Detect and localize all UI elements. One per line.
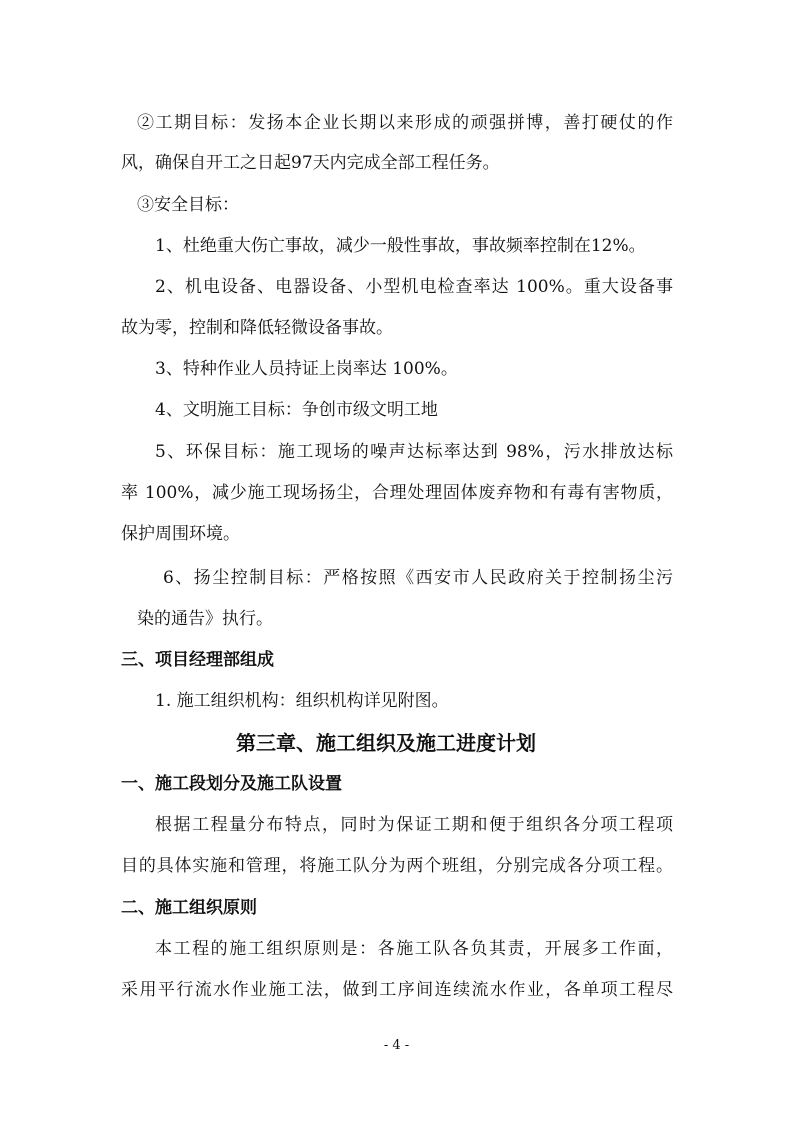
safety-item-6-line-1: 6、扬尘控制目标：严格按照《西安市人民政府关于控制扬尘污 [163,568,673,588]
section-heading-1: 一、施工段划分及施工队设置 [121,774,342,794]
safety-item-5-line-3: 保护周围环境。 [121,524,240,544]
safety-item-4: 4、文明施工目标：争创市级文明工地 [155,400,438,420]
paragraph-principle-line-1: 本工程的施工组织原则是：各施工队各负其责，开展多工作面， [155,939,673,959]
safety-item-1: 1、杜绝重大伤亡事故，减少一般性事故，事故频率控制在12%。 [155,236,646,256]
paragraph-schedule-goal-line-1: ②工期目标：发扬本企业长期以来形成的顽强拼博，善打硬仗的作 [137,113,673,133]
paragraph-schedule-goal-line-2: 风，确保自开工之日起97天内完成全部工程任务。 [121,153,500,173]
safety-item-5-line-1: 5、环保目标：施工现场的噪声达标率达到 98%，污水排放达标 [155,442,673,462]
paragraph-division-line-1: 根据工程量分布特点，同时为保证工期和便于组织各分项工程项 [155,815,673,835]
safety-item-6-line-2: 染的通告》执行。 [137,609,273,629]
org-structure-item: 1. 施工组织机构：组织机构详见附图。 [155,691,449,711]
safety-item-2-line-2: 故为零，控制和降低轻微设备事故。 [121,318,393,338]
section-heading-3: 三、项目经理部组成 [121,650,274,670]
page-number: - 4 - [383,1038,410,1053]
safety-item-5-line-2: 率 100%，减少施工现场扬尘，合理处理固体废弃物和有毒有害物质， [121,483,673,503]
safety-goal-heading: ③安全目标： [137,195,239,215]
paragraph-principle-line-2: 采用平行流水作业施工法，做到工序间连续流水作业，各单项工程尽 [121,980,673,1000]
chapter-title: 第三章、施工组织及施工进度计划 [236,731,536,755]
safety-item-3: 3、特种作业人员持证上岗率达 100%。 [155,359,458,379]
paragraph-division-line-2: 目的具体实施和管理，将施工队分为两个班组，分别完成各分项工程。 [121,856,673,876]
section-heading-2: 二、施工组织原则 [121,898,257,918]
safety-item-2-line-1: 2、机电设备、电器设备、小型机电检查率达 100%。重大设备事 [155,277,673,297]
